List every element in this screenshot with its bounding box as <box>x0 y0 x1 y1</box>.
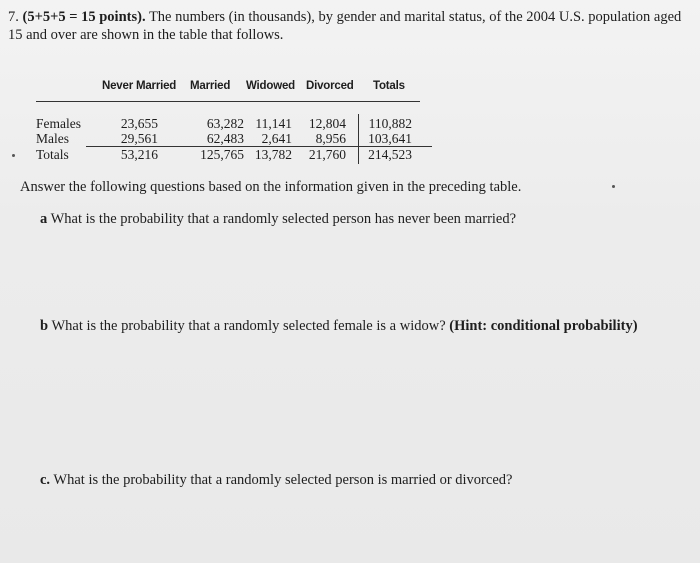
question-b-hint: (Hint: conditional probability) <box>449 318 638 334</box>
question-c <box>40 472 512 489</box>
question-b <box>40 318 638 335</box>
cell: 62,483 <box>206 131 244 146</box>
question-points: (5+5+5 = 15 points). <box>22 9 146 25</box>
cell: 8,956 <box>315 131 346 146</box>
cell: 103,641 <box>368 131 412 146</box>
cell: 63,282 <box>206 116 244 131</box>
question-number: 7. <box>8 9 19 25</box>
question-a <box>40 211 516 228</box>
question-a-text: What is the probability that a randomly selected person has never been married? <box>47 211 517 227</box>
table-row <box>36 147 426 162</box>
cell: 12,804 <box>308 116 346 131</box>
cell: 2,641 <box>261 131 292 146</box>
totals-divider <box>358 114 359 164</box>
cell: 21,760 <box>308 147 346 162</box>
cell: 214,523 <box>368 147 412 162</box>
table-row <box>36 131 426 146</box>
question-c-letter: c. <box>40 472 51 488</box>
header-never-married: Never Married <box>102 80 177 92</box>
cell: 23,655 <box>120 116 158 131</box>
speck-dot <box>612 185 615 188</box>
header-rule <box>36 101 420 102</box>
question-b-text: What is the probability that a randomly selected female is a widow? <box>48 318 450 334</box>
question-c-text: What is the probability that a randomly selected person is married or divorced? <box>50 472 513 488</box>
row-label: Males <box>36 131 69 146</box>
cell: 13,782 <box>254 147 292 162</box>
question-header <box>8 8 692 44</box>
cell: 125,765 <box>200 147 244 162</box>
cell: 110,882 <box>368 116 412 131</box>
row-label: Females <box>36 116 81 131</box>
question-text: The numbers (in thousands), by gender and marital status, of the 2004 U.S. population aged 15 and over are shown in the table that follows. <box>8 9 682 43</box>
cell: 29,561 <box>120 131 158 146</box>
header-divorced: Divorced <box>306 80 354 92</box>
population-table <box>36 80 426 170</box>
bullet-dot <box>12 154 15 157</box>
table-row <box>36 116 426 131</box>
row-label: Totals <box>36 147 69 162</box>
cell: 53,216 <box>120 147 158 162</box>
instruction-text: Answer the following questions based on the information given in the preceding table. <box>20 179 522 195</box>
header-married: Married <box>190 80 231 92</box>
question-b-letter: b <box>40 318 49 334</box>
question-a-letter: a <box>40 211 48 227</box>
header-widowed: Widowed <box>246 80 295 92</box>
cell: 11,141 <box>255 116 292 131</box>
header-totals: Totals <box>373 80 405 92</box>
